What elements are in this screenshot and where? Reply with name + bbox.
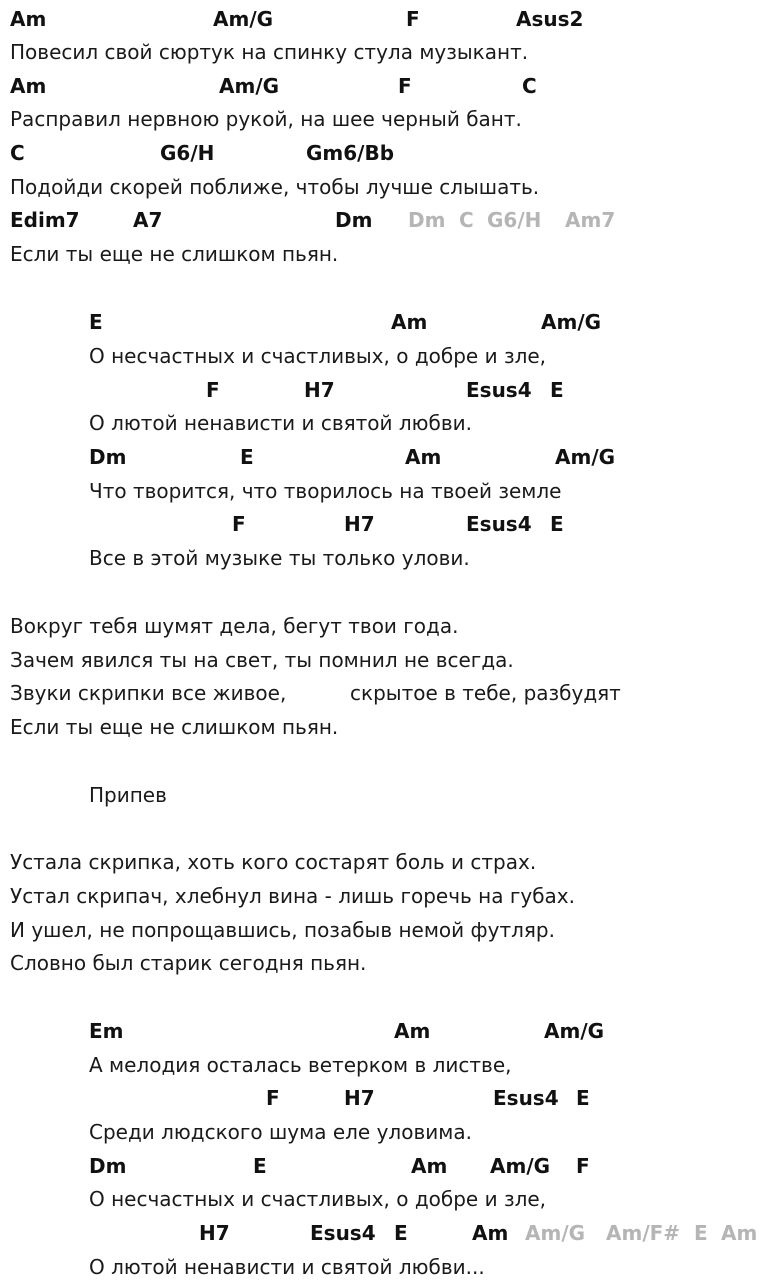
chord-line [0, 375, 768, 405]
chord-line [0, 442, 768, 472]
chord-line [0, 1016, 768, 1046]
chord: Gm6/Bb [306, 141, 395, 165]
chord: Am [10, 7, 47, 31]
chord: Esus4 [493, 1086, 559, 1110]
lyric-line [0, 611, 768, 641]
section-label [0, 780, 768, 810]
chord-line [0, 1083, 768, 1113]
lyric-line [0, 341, 768, 371]
chord: Am/G [544, 1019, 605, 1043]
chord: H7 [199, 1221, 230, 1245]
chord-muted: E [694, 1221, 708, 1245]
chord-line [0, 205, 768, 235]
chord: E [394, 1221, 408, 1245]
chord: Esus4 [466, 378, 532, 402]
chord: H7 [344, 1086, 375, 1110]
chord: Em [89, 1019, 124, 1043]
chord: Am/G [219, 74, 280, 98]
chord: E [253, 1154, 267, 1178]
lyric-line [0, 915, 768, 945]
chord: F [232, 512, 246, 536]
chord-muted: Dm [408, 208, 446, 232]
lyric-text: Устал скрипач, хлебнул вина - лишь горечь на губах. [10, 884, 575, 908]
lyric-line [0, 104, 768, 134]
chord: Esus4 [310, 1221, 376, 1245]
chord: H7 [344, 512, 375, 536]
lyric-line [0, 678, 768, 708]
chord-line [0, 509, 768, 539]
lyric-text: Если ты еще не слишком пьян. [10, 715, 339, 739]
lyric-text: Зачем явился ты на свет, ты помнил не всегда. [10, 648, 514, 672]
chord: F [266, 1086, 280, 1110]
lyric-text: О лютой ненависти и святой любви... [89, 1255, 485, 1279]
lyric-text: Что творится, что творилось на твоей земле [89, 479, 562, 503]
lyric-text: О лютой ненависти и святой любви. [89, 411, 472, 435]
chord: F [406, 7, 420, 31]
lyric-line [0, 1117, 768, 1147]
chord: G6/H [160, 141, 215, 165]
chord: Am/G [490, 1154, 551, 1178]
chord: E [550, 512, 564, 536]
lyric-text: О несчастных и счастливых, о добре и зле, [89, 344, 547, 368]
chord-muted: Am [721, 1221, 758, 1245]
chord: E [89, 310, 103, 334]
chord: Edim7 [10, 208, 80, 232]
lyric-line [0, 1184, 768, 1214]
lyric-text: Словно был старик сегодня пьян. [10, 951, 367, 975]
chord: F [206, 378, 220, 402]
lyric-line [0, 37, 768, 67]
lyric-text: Подойди скорей поближе, чтобы лучше слышать. [10, 175, 540, 199]
lyric-text: Среди людского шума еле уловима. [89, 1120, 472, 1144]
lyric-line [0, 408, 768, 438]
chord: Dm [335, 208, 373, 232]
lyric-line [0, 847, 768, 877]
lyric-line [0, 543, 768, 573]
chord: C [10, 141, 25, 165]
lyric-line [0, 645, 768, 675]
chord: F [576, 1154, 590, 1178]
chord: C [522, 74, 537, 98]
lyric-line [0, 1252, 768, 1282]
chord: A7 [133, 208, 163, 232]
chord: Am/G [541, 310, 602, 334]
chord: Esus4 [466, 512, 532, 536]
refrain-label: Припев [89, 783, 167, 807]
lyric-text: Повесил свой сюртук на спинку стула музыкант. [10, 40, 529, 64]
lyric-line [0, 1050, 768, 1080]
chord-muted: C [459, 208, 474, 232]
lyric-text: Расправил нервною рукой, на шее черный бант. [10, 107, 522, 131]
chord-line [0, 1218, 768, 1248]
chord-line [0, 1151, 768, 1181]
chord-line [0, 4, 768, 34]
chord: E [240, 445, 254, 469]
chord: Am [10, 74, 47, 98]
chord: Dm [89, 1154, 127, 1178]
chord: Dm [89, 445, 127, 469]
lyric-text: И ушел, не попрощавшись, позабыв немой футляр. [10, 918, 555, 942]
chord: E [550, 378, 564, 402]
lyric-line [0, 239, 768, 269]
chord: Am [411, 1154, 448, 1178]
lyric-text: Если ты еще не слишком пьян. [10, 242, 339, 266]
lyric-line [0, 948, 768, 978]
chord: E [576, 1086, 590, 1110]
lyric-text: Вокруг тебя шумят дела, бегут твои года. [10, 614, 459, 638]
chord-line [0, 138, 768, 168]
chord: Asus2 [516, 7, 584, 31]
chord: Am [472, 1221, 509, 1245]
lyric-text: Звуки скрипки все живое, [10, 681, 287, 705]
chord-line [0, 71, 768, 101]
chord: Am [391, 310, 428, 334]
chord: Am/G [555, 445, 616, 469]
lyric-line [0, 881, 768, 911]
chord-muted: Am7 [565, 208, 616, 232]
lyric-line [0, 712, 768, 742]
lyric-text: О несчастных и счастливых, о добре и зле, [89, 1187, 547, 1211]
lyric-text: Устала скрипка, хоть кого состарят боль и страх. [10, 850, 537, 874]
chord: Am [394, 1019, 431, 1043]
lyric-text: Все в этой музыке ты только улови. [89, 546, 470, 570]
chord: Am [405, 445, 442, 469]
lyric-text: скрытое в тебе, разбудят [350, 681, 621, 705]
chord: Am/G [213, 7, 274, 31]
chord: F [398, 74, 412, 98]
lyric-line [0, 172, 768, 202]
chord-line [0, 307, 768, 337]
chord-muted: G6/H [487, 208, 542, 232]
chord-muted: Am/F# [606, 1221, 681, 1245]
lyric-text: А мелодия осталась ветерком в листве, [89, 1053, 512, 1077]
lyric-line [0, 476, 768, 506]
chord-muted: Am/G [525, 1221, 586, 1245]
chord: H7 [304, 378, 335, 402]
